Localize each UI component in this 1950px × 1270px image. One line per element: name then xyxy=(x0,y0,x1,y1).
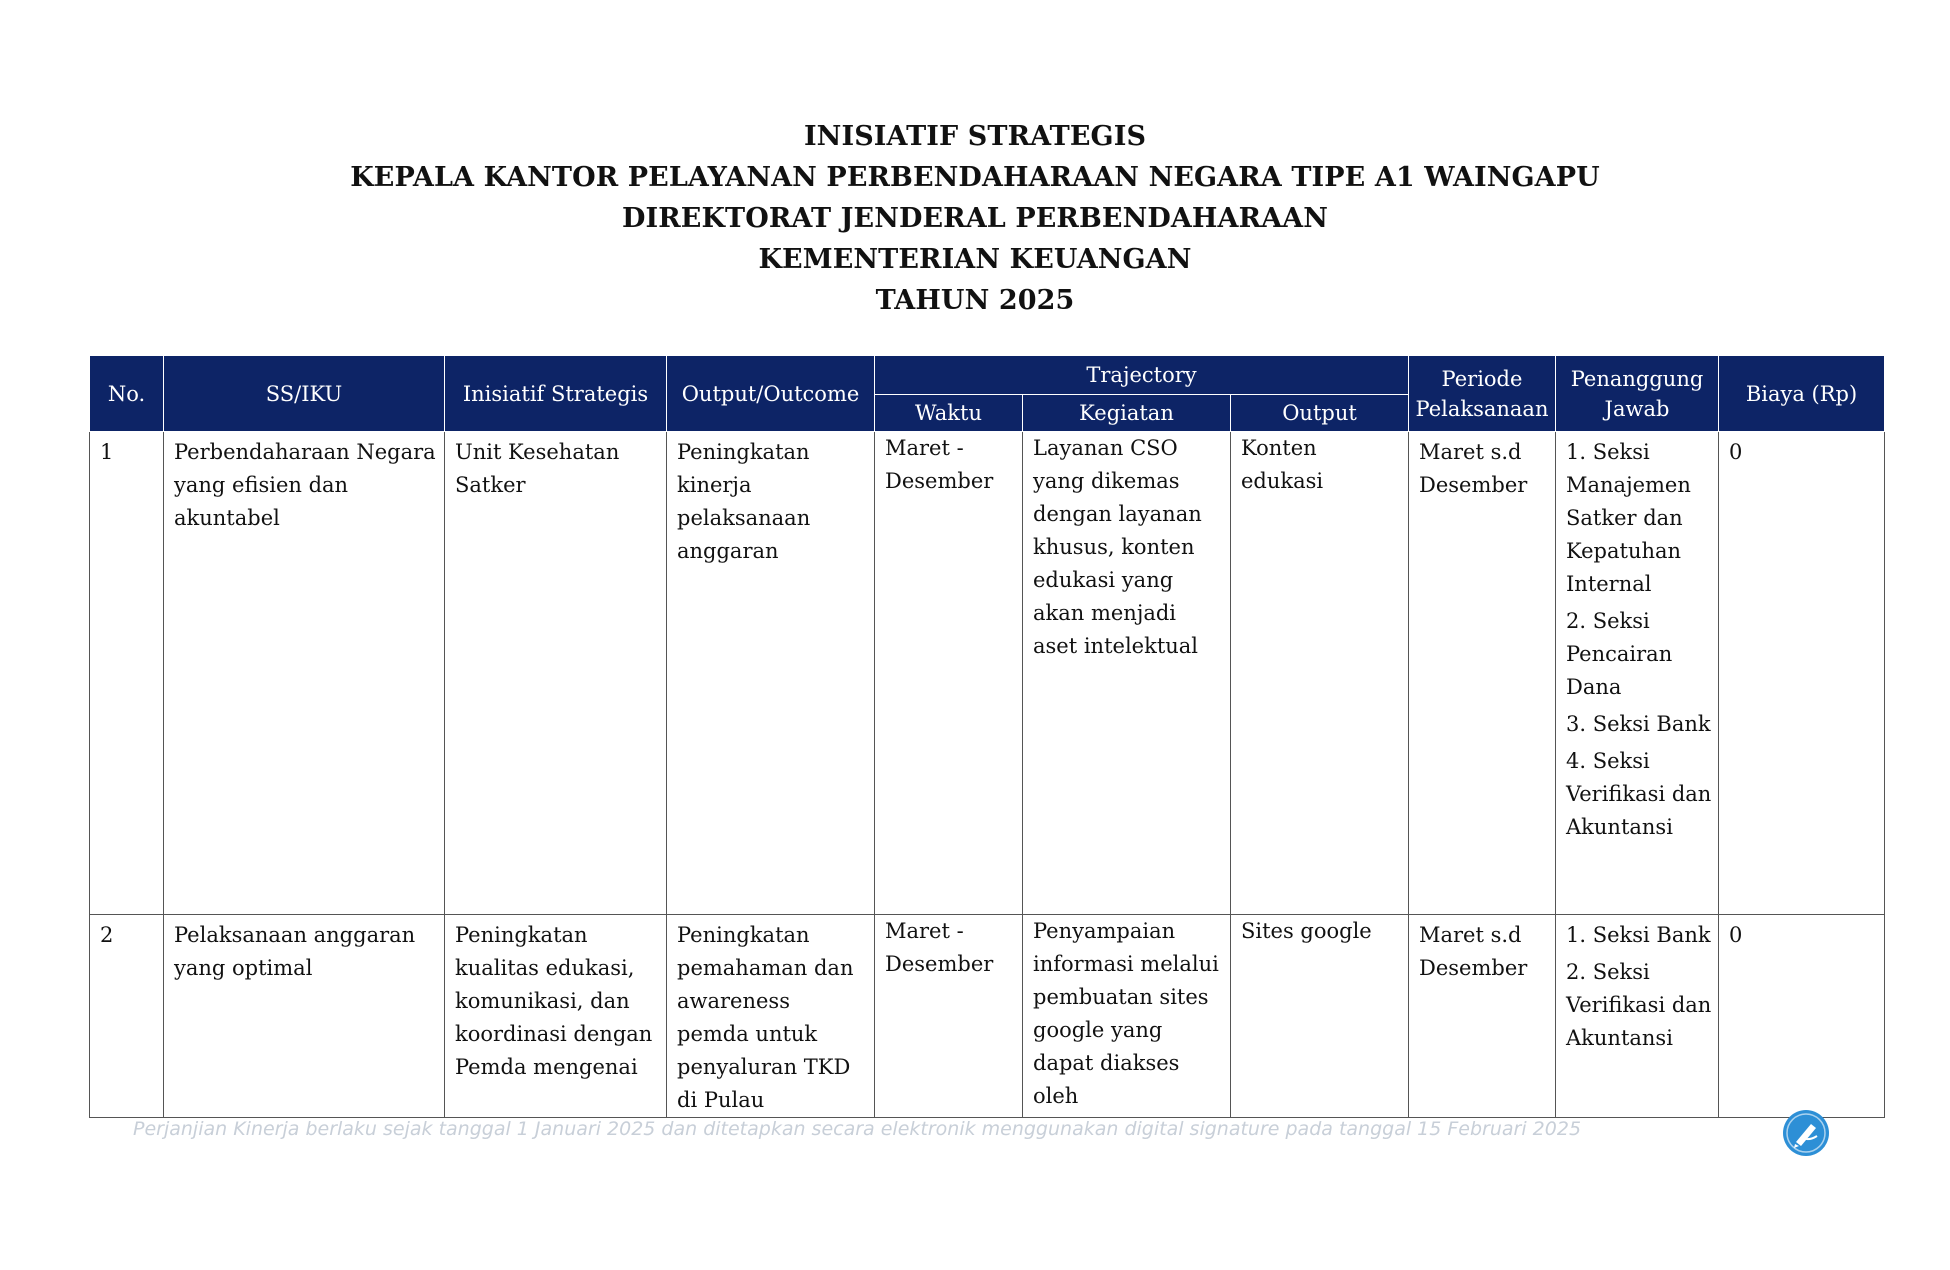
title-line-3: DIREKTORAT JENDERAL PERBENDAHARAAN xyxy=(622,203,1328,234)
list-item: 4. Seksi Verifikasi dan Akuntansi xyxy=(1566,749,1712,839)
header-output: Output xyxy=(1231,395,1409,432)
header-trajectory: Trajectory xyxy=(875,356,1409,395)
header-ss-iku: SS/IKU xyxy=(164,356,445,432)
cell-penanggung-jawab xyxy=(1556,915,1719,1118)
list-item: 2. Seksi Verifikasi dan Akuntansi xyxy=(1566,960,1712,1050)
title-line-5: TAHUN 2025 xyxy=(875,285,1075,316)
cell-output-outcome: Peningkatan pemahaman dan awareness pemda untuk penyaluran TKD di Pulau xyxy=(667,915,875,1118)
title-line-2: KEPALA KANTOR PELAYANAN PERBENDAHARAAN NEGARA TIPE A1 WAINGAPU xyxy=(350,162,1600,193)
cell-ss-iku: Pelaksanaan anggaran yang optimal xyxy=(164,915,445,1118)
table-row xyxy=(90,432,1885,915)
cell-biaya: 0 xyxy=(1719,432,1885,915)
footer-signature-note: Perjanjian Kinerja berlaku sejak tanggal 1 Januari 2025 dan ditetapkan secara elektronik menggunakan digital signature pada tanggal 15 Februari 2025 xyxy=(133,1118,1582,1140)
list-item: 1. Seksi Bank xyxy=(1566,923,1711,947)
header-no: No. xyxy=(90,356,164,432)
table-header-row xyxy=(90,356,1885,395)
list-item: 3. Seksi Bank xyxy=(1566,712,1711,736)
cell-kegiatan: Layanan CSO yang dikemas dengan layanan khusus, konten edukasi yang akan menjadi aset intelektual xyxy=(1023,432,1231,915)
title-line-4: KEMENTERIAN KEUANGAN xyxy=(758,244,1192,275)
digital-signature-logo-icon xyxy=(1781,1108,1831,1158)
strategic-initiative-table xyxy=(89,355,1885,1118)
header-kegiatan: Kegiatan xyxy=(1023,395,1231,432)
document-title xyxy=(0,116,1950,321)
cell-biaya: 0 xyxy=(1719,915,1885,1118)
cell-no: 2 xyxy=(90,915,164,1118)
header-biaya: Biaya (Rp) xyxy=(1719,356,1885,432)
list-item: 1. Seksi Manajemen Satker dan Kepatuhan Internal xyxy=(1566,440,1691,596)
title-line-1: INISIATIF STRATEGIS xyxy=(803,121,1147,152)
cell-waktu: Maret - Desember xyxy=(875,432,1023,915)
cell-no: 1 xyxy=(90,432,164,915)
cell-penanggung-jawab xyxy=(1556,432,1719,915)
header-waktu: Waktu xyxy=(875,395,1023,432)
cell-waktu: Maret - Desember xyxy=(875,915,1023,1118)
cell-output-outcome: Peningkatan kinerja pelaksanaan anggaran xyxy=(667,432,875,915)
header-periode-pelaksanaan: Periode Pelaksanaan xyxy=(1409,356,1556,432)
header-penanggung-jawab: Penanggung Jawab xyxy=(1556,356,1719,432)
header-inisiatif-strategis: Inisiatif Strategis xyxy=(445,356,667,432)
cell-inisiatif: Unit Kesehatan Satker xyxy=(445,432,667,915)
list-item: 2. Seksi Pencairan Dana xyxy=(1566,609,1673,699)
header-output-outcome: Output/Outcome xyxy=(667,356,875,432)
cell-output: Sites google xyxy=(1231,915,1409,1118)
table-row xyxy=(90,915,1885,1118)
cell-kegiatan: Penyampaian informasi melalui pembuatan sites google yang dapat diakses oleh xyxy=(1023,915,1231,1118)
cell-periode: Maret s.d Desember xyxy=(1409,915,1556,1118)
cell-periode: Maret s.d Desember xyxy=(1409,432,1556,915)
cell-output: Konten edukasi xyxy=(1231,432,1409,915)
cell-ss-iku: Perbendaharaan Negara yang efisien dan akuntabel xyxy=(164,432,445,915)
cell-inisiatif: Peningkatan kualitas edukasi, komunikasi, dan koordinasi dengan Pemda mengenai xyxy=(445,915,667,1118)
